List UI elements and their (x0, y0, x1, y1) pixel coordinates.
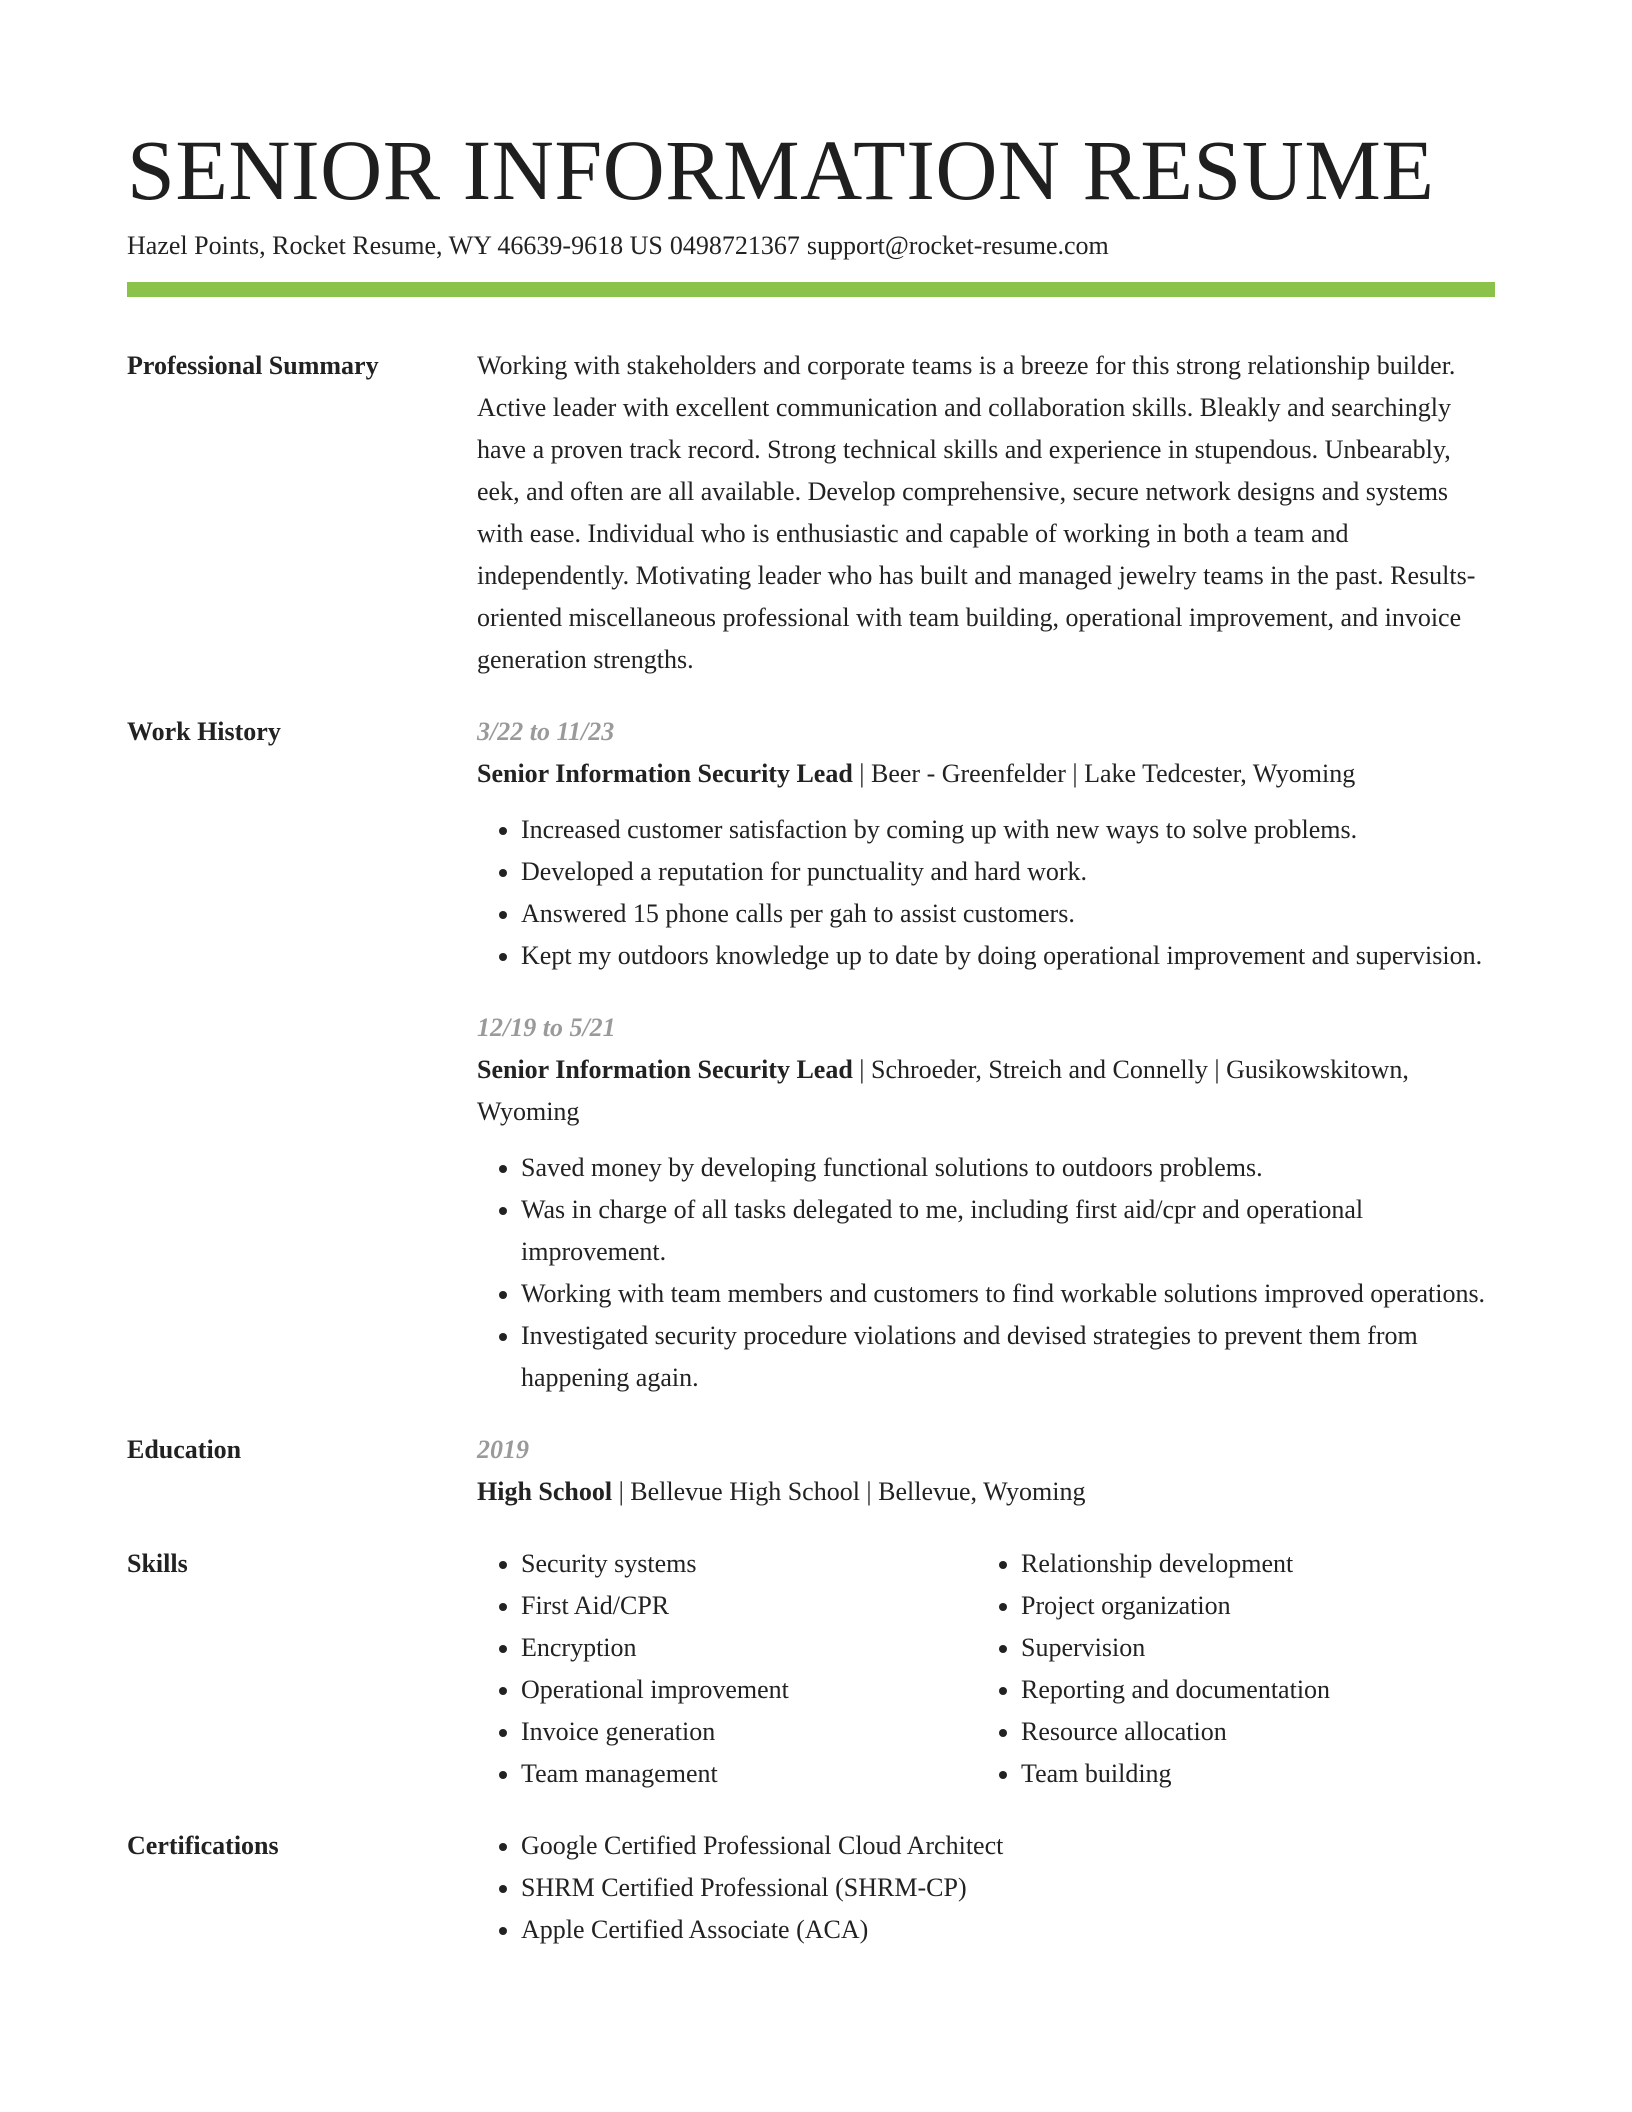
list-item: • Operational improvement (521, 1669, 977, 1711)
list-item: • Reporting and documentation (1021, 1669, 1495, 1711)
list-item: • Google Certified Professional Cloud Architect (521, 1825, 1495, 1867)
skills-column-left (477, 1543, 977, 1795)
certifications-section (127, 1825, 1495, 1951)
job-details: | Schroeder, Streich and Connelly | Gusikowskitown, Wyoming (477, 1055, 1409, 1126)
job-bullets (477, 809, 1495, 977)
list-item: • Saved money by developing functional solutions to outdoors problems. (521, 1147, 1495, 1189)
education-year: 2019 (477, 1435, 529, 1464)
contact-address: Hazel Points, Rocket Resume, WY 46639-9618 US (127, 231, 663, 260)
job-details: | Beer - Greenfelder | Lake Tedcester, Wyoming (852, 759, 1356, 788)
work-history-section (127, 711, 1495, 1399)
job-bullets (477, 1147, 1495, 1399)
list-item: • Working with team members and customers to find workable solutions improved operations. (521, 1273, 1495, 1315)
list-item: • Project organization (1021, 1585, 1495, 1627)
list-item: • First Aid/CPR (521, 1585, 977, 1627)
contact-email[interactable]: support@rocket-resume.com (806, 231, 1109, 260)
list-item: • Relationship development (1021, 1543, 1495, 1585)
job-dates: 12/19 to 5/21 (477, 1013, 616, 1042)
list-item: • Encryption (521, 1627, 977, 1669)
resume-page (127, 118, 1495, 1951)
list-item: • Was in charge of all tasks delegated to me, including first aid/cpr and operational improvement. (521, 1189, 1495, 1273)
list-item: • Investigated security procedure violations and devised strategies to prevent them from happening again. (521, 1315, 1495, 1399)
list-item: • Team management (521, 1753, 977, 1795)
job-entry (477, 1007, 1495, 1399)
list-item: • Team building (1021, 1753, 1495, 1795)
summary-text: Working with stakeholders and corporate teams is a breeze for this strong relationship builder. Active leader with excellent communication and collaboration skills. Bleakly and searchingly have a proven track record. Strong technical skills and experience in stupendous. Unbearably, eek, and often are all available. Develop comprehensive, secure network designs and systems with ease. Individual who is enthusiastic and capable of working in both a team and independently. Motivating leader who has built and managed jewelry teams in the past. Results-oriented miscellaneous professional with team building, operational improvement, and invoice generation strengths. (477, 351, 1476, 674)
job-heading (477, 1049, 1495, 1133)
skills-section (127, 1543, 1495, 1795)
work-history-list (477, 711, 1495, 1399)
certifications-body (477, 1825, 1495, 1951)
skills-grid (477, 1543, 1495, 1795)
skills-column-right (977, 1543, 1495, 1795)
education-degree: High School (477, 1477, 613, 1506)
summary-section (127, 345, 1495, 681)
section-heading-certifications: Certifications (127, 1831, 279, 1860)
job-title: Senior Information Security Lead (477, 759, 853, 788)
certifications-list (477, 1825, 1495, 1951)
list-item: • Kept my outdoors knowledge up to date by doing operational improvement and supervision. (521, 935, 1495, 977)
education-heading (477, 1471, 1495, 1513)
section-heading-education: Education (127, 1435, 242, 1464)
header-divider (127, 282, 1495, 297)
education-details: | Bellevue High School | Bellevue, Wyoming (612, 1477, 1086, 1506)
resume-title: SENIOR INFORMATION RESUME (127, 122, 1435, 218)
section-heading-work: Work History (127, 717, 281, 746)
list-item: • Increased customer satisfaction by coming up with new ways to solve problems. (521, 809, 1495, 851)
list-item: • SHRM Certified Professional (SHRM-CP) (521, 1867, 1495, 1909)
list-item: • Security systems (521, 1543, 977, 1585)
education-entry (477, 1429, 1495, 1513)
contact-line (127, 228, 1495, 264)
job-dates: 3/22 to 11/23 (477, 717, 615, 746)
list-item: • Invoice generation (521, 1711, 977, 1753)
list-item: • Developed a reputation for punctuality and hard work. (521, 851, 1495, 893)
job-title: Senior Information Security Lead (477, 1055, 853, 1084)
job-heading (477, 753, 1495, 795)
section-heading-summary: Professional Summary (127, 351, 379, 380)
list-item: • Supervision (1021, 1627, 1495, 1669)
list-item: • Answered 15 phone calls per gah to assist customers. (521, 893, 1495, 935)
list-item: • Apple Certified Associate (ACA) (521, 1909, 1495, 1951)
education-section (127, 1429, 1495, 1513)
job-entry (477, 711, 1495, 977)
skills-body (477, 1543, 1495, 1795)
list-item: • Resource allocation (1021, 1711, 1495, 1753)
section-heading-skills: Skills (127, 1549, 188, 1578)
contact-phone: 0498721367 (669, 231, 800, 260)
